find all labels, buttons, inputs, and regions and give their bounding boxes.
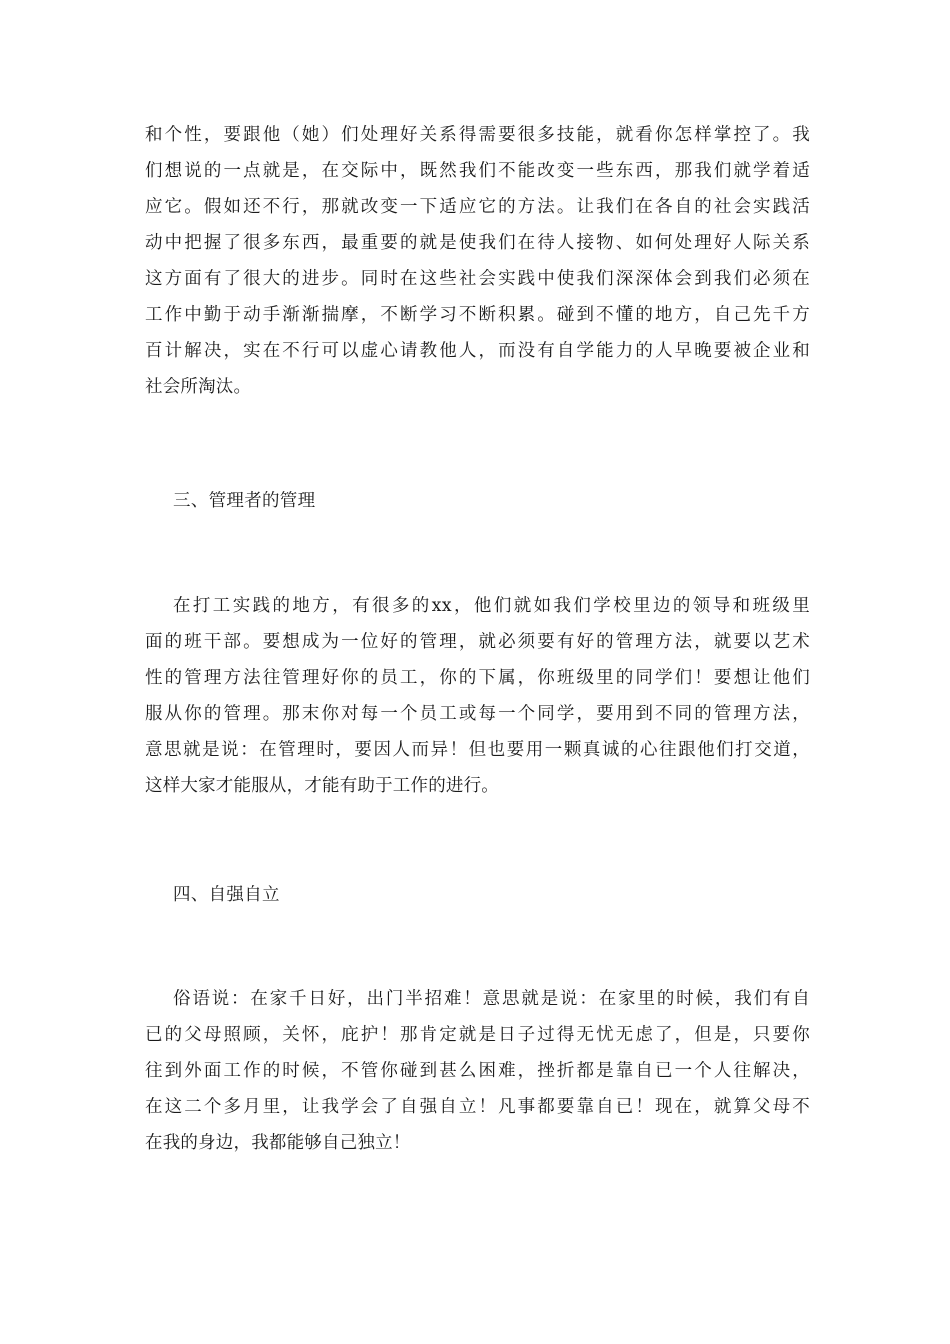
paragraph-line: 往到外面工作的时候，不管你碰到甚么困难，挫折都是靠自已一个人往解决， bbox=[145, 1061, 810, 1081]
paragraph-line: 服从你的管理。那末你对每一个员工或每一个同学，要用到不同的管理方法， bbox=[145, 704, 810, 724]
paragraph-self-reliance bbox=[145, 981, 810, 1161]
paragraph-line: 这方面有了很大的进步。同时在这些社会实践中使我们深深体会到我们必须在 bbox=[145, 269, 810, 289]
paragraph-line: 意思就是说：在管理时，要因人而异！但也要用一颗真诚的心往跟他们打交道， bbox=[145, 740, 810, 760]
paragraph-line: 和个性，要跟他（她）们处理好关系得需要很多技能，就看你怎样掌控了。我 bbox=[145, 125, 810, 145]
paragraph-line: 动中把握了很多东西，最重要的就是使我们在待人接物、如何处理好人际关系 bbox=[145, 233, 810, 253]
paragraph-line: 已的父母照顾，关怀，庇护！那肯定就是日子过得无忧无虑了，但是，只要你 bbox=[145, 1025, 810, 1045]
paragraph-line: 工作中勤于动手渐渐揣摩，不断学习不断积累。碰到不懂的地方，自己先千方 bbox=[145, 305, 810, 325]
paragraph-line: 社会所淘汰。 bbox=[145, 377, 252, 397]
paragraph-line: 百计解决，实在不行可以虚心请教他人，而没有自学能力的人早晚要被企业和 bbox=[145, 341, 810, 361]
paragraph-line: 俗语说：在家千日好，出门半招难！意思就是说：在家里的时候，我们有自 bbox=[173, 989, 810, 1009]
paragraph-line: 面的班干部。要想成为一位好的管理，就必须要有好的管理方法，就要以艺术 bbox=[145, 632, 810, 652]
paragraph-line: 应它。假如还不行，那就改变一下适应它的方法。让我们在各自的社会实践活 bbox=[145, 197, 810, 217]
paragraph-management bbox=[145, 588, 810, 804]
paragraph-line: 在我的身边，我都能够自己独立！ bbox=[145, 1133, 411, 1153]
section-heading-self-reliance: 四、自强自立 bbox=[173, 885, 280, 905]
paragraph-interpersonal bbox=[145, 117, 810, 405]
paragraph-line: 这样大家才能服从，才能有助于工作的进行。 bbox=[145, 776, 499, 796]
paragraph-line: 们想说的一点就是，在交际中，既然我们不能改变一些东西，那我们就学着适 bbox=[145, 161, 810, 181]
paragraph-line: 在这二个多月里，让我学会了自强自立！凡事都要靠自已！现在，就算父母不 bbox=[145, 1097, 810, 1117]
paragraph-line: 在打工实践的地方，有很多的xx，他们就如我们学校里边的领导和班级里 bbox=[173, 596, 810, 616]
paragraph-line: 性的管理方法往管理好你的员工，你的下属，你班级里的同学们！要想让他们 bbox=[145, 668, 810, 688]
section-heading-management: 三、管理者的管理 bbox=[173, 491, 316, 511]
